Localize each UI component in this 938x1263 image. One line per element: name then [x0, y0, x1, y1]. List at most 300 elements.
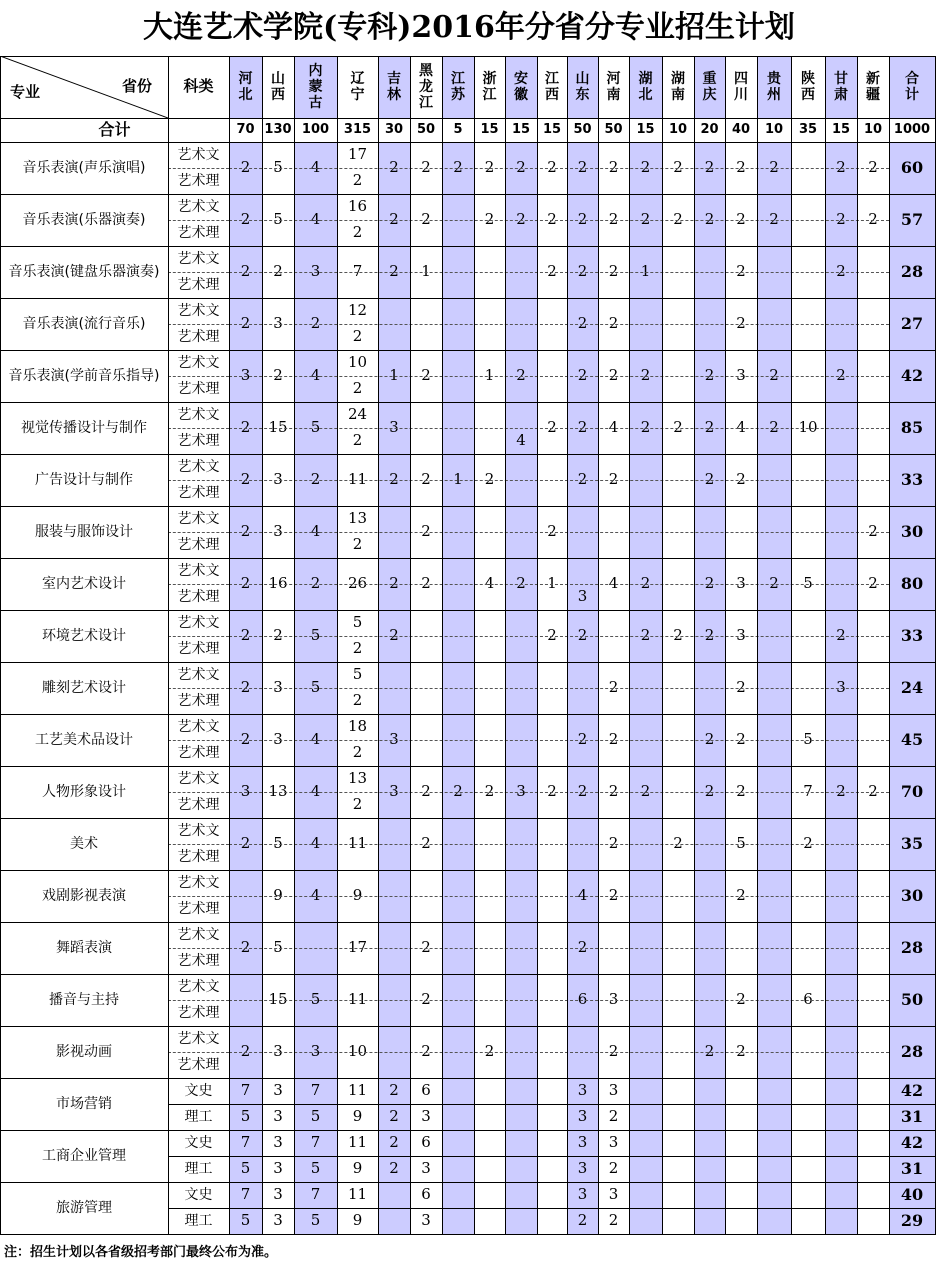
- plan-value: 4: [608, 574, 619, 593]
- plan-value: 2: [389, 626, 399, 645]
- plan-value: 2: [577, 314, 588, 333]
- plan-value: 3: [273, 1042, 283, 1061]
- grid-line: [168, 792, 229, 793]
- plan-value: 3: [608, 1185, 619, 1204]
- grid-line: [229, 324, 889, 325]
- plan-value: 2: [836, 782, 846, 801]
- row-total: 28: [900, 937, 924, 957]
- category-label: 艺术理: [177, 900, 220, 917]
- summary-value: 10: [857, 118, 889, 142]
- plan-value: 5: [273, 210, 283, 229]
- plan-value: 2: [389, 210, 399, 229]
- plan-value: 5: [273, 158, 283, 177]
- grid-line: [567, 56, 568, 1234]
- plan-value: 5: [240, 1159, 251, 1178]
- grid-line: [168, 1156, 229, 1157]
- province-header: 陕 西: [801, 71, 815, 103]
- category-label: 艺术文: [177, 978, 220, 995]
- major-name: 工艺美术品设计: [35, 731, 133, 748]
- plan-value: 2: [640, 782, 651, 801]
- plan-value: 16: [268, 574, 288, 593]
- row-total: 42: [900, 1080, 924, 1100]
- plan-value: 2: [608, 1159, 619, 1178]
- plan-value: [474, 1104, 505, 1130]
- corner-label-province: 省份: [122, 77, 153, 95]
- plan-value: 3: [577, 1133, 588, 1152]
- plan-value: 5: [803, 730, 813, 749]
- summary-value: 15: [825, 118, 857, 142]
- row-total: 50: [900, 989, 924, 1009]
- plan-value: 2: [736, 210, 746, 229]
- category-label: 艺术文: [177, 562, 220, 579]
- plan-value: 4: [310, 834, 321, 853]
- major-name: 美术: [70, 835, 98, 852]
- grid-line: [168, 1104, 229, 1105]
- category-label: 艺术文: [177, 510, 220, 527]
- grid-line: [0, 142, 936, 143]
- plan-value: 2: [704, 418, 715, 437]
- plan-value: 2: [640, 210, 651, 229]
- plan-value: [505, 1208, 537, 1234]
- plan-value: 2: [421, 938, 431, 957]
- plan-value: 2: [736, 730, 746, 749]
- grid-line: [0, 506, 936, 507]
- plan-value: [662, 1104, 694, 1130]
- plan-value: 3: [577, 587, 588, 606]
- plan-value: 2: [352, 795, 363, 814]
- summary-value: 35: [791, 118, 825, 142]
- category-label: 艺术文: [177, 614, 220, 631]
- plan-value: 2: [240, 158, 251, 177]
- plan-value: 2: [389, 1081, 399, 1100]
- plan-value: [791, 1104, 825, 1130]
- plan-value: 2: [389, 158, 399, 177]
- plan-value: 2: [836, 210, 846, 229]
- plan-value: 2: [547, 210, 557, 229]
- grid-line: [0, 194, 936, 195]
- plan-value: 5: [352, 665, 363, 684]
- summary-value: 315: [337, 118, 378, 142]
- plan-value: 2: [310, 574, 321, 593]
- province-header: 内 蒙 古: [294, 56, 337, 118]
- plan-value: 2: [310, 314, 321, 333]
- grid-line: [537, 56, 538, 1234]
- plan-value: 2: [547, 158, 557, 177]
- category-label: 理工: [184, 1108, 213, 1125]
- province-header: 贵 州: [757, 56, 791, 118]
- grid-line: [229, 1052, 889, 1053]
- plan-value: 7: [240, 1185, 251, 1204]
- plan-value: [825, 1078, 857, 1104]
- category-label: 艺术理: [177, 172, 220, 189]
- plan-value: 2: [421, 210, 431, 229]
- plan-value: 2: [484, 158, 495, 177]
- grid-line: [168, 428, 229, 429]
- plan-value: 4: [608, 418, 619, 437]
- plan-value: 2: [640, 574, 651, 593]
- grid-line: [598, 56, 599, 1234]
- plan-value: 3: [577, 1185, 588, 1204]
- plan-value: 2: [736, 886, 746, 905]
- plan-value: [694, 1182, 725, 1208]
- plan-value: 2: [389, 470, 399, 489]
- plan-value: 3: [310, 262, 321, 281]
- major-name: 雕刻艺术设计: [42, 679, 126, 696]
- grid-line: [0, 56, 1, 1235]
- category-label: 艺术理: [177, 1004, 220, 1021]
- plan-value: 2: [640, 366, 651, 385]
- plan-value: 10: [347, 1042, 368, 1061]
- category-label: 艺术文: [177, 302, 220, 319]
- plan-value: 2: [421, 158, 431, 177]
- plan-value: 3: [273, 314, 283, 333]
- plan-value: 3: [736, 574, 746, 593]
- province-header: 山 西: [271, 71, 285, 103]
- plan-value: [857, 1182, 889, 1208]
- plan-value: 2: [352, 379, 363, 398]
- category-label: 理工: [184, 1212, 213, 1229]
- plan-value: 2: [240, 678, 251, 697]
- plan-value: 3: [273, 1107, 283, 1126]
- plan-value: 2: [868, 782, 878, 801]
- page-title: 大连艺术学院(专科)2016年分省分专业招生计划: [143, 10, 795, 45]
- summary-value: 40: [725, 118, 757, 142]
- province-header: 安 徽: [505, 56, 537, 118]
- grid-line: [0, 246, 936, 247]
- plan-value: 2: [608, 730, 619, 749]
- plan-value: 2: [868, 158, 878, 177]
- grid-line: [0, 610, 936, 611]
- category-label: 艺术文: [177, 926, 220, 943]
- plan-value: [757, 1156, 791, 1182]
- plan-value: 3: [310, 1042, 321, 1061]
- grid-line: [935, 56, 936, 1235]
- category-label: 艺术文: [177, 874, 220, 891]
- plan-value: 2: [836, 626, 846, 645]
- plan-value: 1: [389, 366, 399, 385]
- plan-value: 3: [273, 730, 283, 749]
- grid-line: [725, 56, 726, 1234]
- plan-value: 2: [769, 418, 779, 437]
- plan-value: 3: [389, 418, 399, 437]
- row-total: 29: [900, 1210, 924, 1230]
- plan-value: 3: [577, 1159, 588, 1178]
- grid-line: [0, 1234, 936, 1235]
- plan-value: 3: [240, 782, 251, 801]
- plan-value: 2: [240, 418, 251, 437]
- grid-line: [229, 168, 889, 169]
- plan-value: [694, 1130, 725, 1156]
- plan-value: [825, 1104, 857, 1130]
- plan-value: 3: [836, 678, 846, 697]
- plan-value: 2: [240, 730, 251, 749]
- plan-value: 5: [352, 613, 363, 632]
- summary-value: 15: [629, 118, 662, 142]
- plan-value: 3: [273, 1185, 283, 1204]
- grid-line: [168, 844, 229, 845]
- plan-value: 2: [608, 262, 619, 281]
- grid-line: [694, 56, 695, 1234]
- plan-value: [857, 1078, 889, 1104]
- plan-value: 2: [769, 210, 779, 229]
- plan-value: [442, 1182, 474, 1208]
- plan-value: 2: [547, 522, 557, 541]
- plan-value: 4: [577, 886, 588, 905]
- plan-value: 2: [352, 639, 363, 658]
- summary-value: 50: [410, 118, 442, 142]
- grid-line: [229, 948, 889, 949]
- category-label: 艺术理: [177, 744, 220, 761]
- grid-line: [229, 792, 889, 793]
- plan-value: 2: [421, 574, 431, 593]
- plan-value: 13: [268, 782, 288, 801]
- plan-value: 2: [240, 470, 251, 489]
- plan-value: 6: [421, 1133, 431, 1152]
- summary-value: 50: [567, 118, 598, 142]
- grid-line: [229, 56, 230, 1234]
- plan-value: 10: [347, 353, 368, 372]
- summary-value: 5: [442, 118, 474, 142]
- plan-value: 4: [310, 158, 321, 177]
- column-shade: [442, 118, 474, 1234]
- grid-line: [168, 1208, 229, 1209]
- grid-line: [168, 584, 229, 585]
- summary-value: 1000: [889, 118, 935, 142]
- category-label: 艺术理: [177, 1056, 220, 1073]
- plan-value: 3: [608, 1081, 619, 1100]
- plan-value: 2: [868, 522, 878, 541]
- grid-line: [229, 428, 889, 429]
- plan-value: [757, 1208, 791, 1234]
- plan-value: [629, 1208, 662, 1234]
- grid-line: [0, 298, 936, 299]
- major-name: 工商企业管理: [42, 1147, 126, 1164]
- plan-value: [474, 1156, 505, 1182]
- grid-line: [229, 1104, 935, 1105]
- plan-value: [505, 1182, 537, 1208]
- plan-value: 2: [273, 262, 283, 281]
- row-total: 80: [900, 573, 924, 593]
- grid-line: [0, 870, 936, 871]
- summary-value: 30: [378, 118, 410, 142]
- plan-value: 2: [421, 470, 431, 489]
- grid-line: [0, 454, 936, 455]
- plan-value: 5: [310, 626, 321, 645]
- grid-line: [168, 740, 229, 741]
- plan-value: [662, 1156, 694, 1182]
- province-header: 四 川: [734, 71, 748, 103]
- plan-value: 3: [389, 730, 399, 749]
- major-name: 音乐表演(流行音乐): [22, 315, 146, 332]
- plan-value: 16: [347, 197, 368, 216]
- category-label: 艺术文: [177, 406, 220, 423]
- major-name: 音乐表演(乐器演奏): [22, 211, 146, 228]
- grid-line: [0, 1182, 936, 1183]
- grid-line: [168, 636, 229, 637]
- plan-value: 4: [516, 431, 526, 450]
- province-header: 江 苏: [442, 56, 474, 118]
- plan-value: 2: [352, 327, 363, 346]
- grid-line: [0, 1130, 936, 1131]
- plan-value: 11: [347, 1133, 368, 1152]
- plan-value: 2: [868, 210, 878, 229]
- plan-value: 2: [640, 158, 651, 177]
- plan-value: [757, 1130, 791, 1156]
- category-label: 艺术理: [177, 796, 220, 813]
- grid-line: [229, 220, 889, 221]
- grid-line: [229, 480, 889, 481]
- plan-value: 5: [240, 1211, 251, 1230]
- plan-value: 3: [608, 1133, 619, 1152]
- plan-value: [791, 1078, 825, 1104]
- grid-line: [229, 896, 889, 897]
- plan-value: 2: [577, 626, 588, 645]
- province-header: 湖 南: [671, 71, 685, 103]
- row-total: 31: [900, 1106, 924, 1126]
- plan-value: 13: [347, 509, 368, 528]
- plan-value: 2: [673, 834, 683, 853]
- plan-value: 7: [310, 1133, 321, 1152]
- plan-value: [825, 1156, 857, 1182]
- summary-value: 15: [505, 118, 537, 142]
- plan-value: 6: [577, 990, 588, 1009]
- category-label: 理工: [184, 1160, 213, 1177]
- plan-value: 4: [736, 418, 746, 437]
- major-name: 广告设计与制作: [35, 471, 133, 488]
- plan-value: 2: [516, 574, 526, 593]
- plan-value: 9: [352, 1211, 363, 1230]
- plan-value: [825, 1182, 857, 1208]
- plan-value: 3: [273, 1133, 283, 1152]
- plan-value: [694, 1104, 725, 1130]
- plan-value: 2: [352, 171, 363, 190]
- grid-line: [168, 948, 229, 949]
- plan-value: 2: [736, 990, 746, 1009]
- plan-value: 4: [310, 730, 321, 749]
- plan-value: [474, 1078, 505, 1104]
- plan-value: 11: [347, 834, 368, 853]
- summary-label: 合计: [98, 119, 131, 139]
- row-total: 30: [900, 885, 924, 905]
- plan-value: 4: [310, 210, 321, 229]
- plan-value: 2: [421, 834, 431, 853]
- plan-value: 2: [608, 782, 619, 801]
- plan-value: 2: [577, 938, 588, 957]
- plan-value: 4: [484, 574, 495, 593]
- major-name: 市场营销: [56, 1095, 112, 1112]
- category-label: 艺术理: [177, 380, 220, 397]
- plan-value: 2: [769, 158, 779, 177]
- row-total: 60: [900, 157, 924, 177]
- plan-value: 2: [577, 1211, 588, 1230]
- grid-line: [0, 1078, 936, 1079]
- row-total: 28: [900, 1041, 924, 1061]
- plan-value: 2: [673, 210, 683, 229]
- plan-value: 2: [352, 691, 363, 710]
- plan-value: 7: [240, 1133, 251, 1152]
- plan-value: [857, 1156, 889, 1182]
- plan-value: 2: [453, 158, 463, 177]
- plan-value: 11: [347, 1185, 368, 1204]
- category-label: 文史: [184, 1186, 213, 1203]
- plan-value: 2: [673, 158, 683, 177]
- major-name: 旅游管理: [56, 1199, 112, 1216]
- plan-value: 2: [484, 1042, 495, 1061]
- category-label: 艺术文: [177, 146, 220, 163]
- category-header: 科类: [183, 77, 214, 96]
- major-name: 服装与服饰设计: [35, 523, 133, 540]
- plan-value: 6: [421, 1081, 431, 1100]
- grid-line: [229, 584, 889, 585]
- grid-line: [229, 636, 889, 637]
- plan-value: [725, 1104, 757, 1130]
- plan-value: 2: [704, 1042, 715, 1061]
- plan-value: [694, 1078, 725, 1104]
- plan-value: 2: [704, 210, 715, 229]
- plan-value: 2: [704, 574, 715, 593]
- province-header: 黑 龙 江: [419, 63, 433, 111]
- plan-value: 3: [273, 1081, 283, 1100]
- plan-value: 2: [736, 782, 746, 801]
- plan-value: 26: [347, 574, 368, 593]
- plan-value: [537, 1078, 567, 1104]
- major-name: 音乐表演(键盘乐器演奏): [8, 263, 160, 280]
- plan-value: 15: [268, 990, 288, 1009]
- grid-line: [791, 56, 792, 1234]
- plan-value: 2: [803, 834, 813, 853]
- plan-value: 2: [577, 210, 588, 229]
- row-total: 24: [900, 677, 924, 697]
- row-total: 45: [900, 729, 924, 749]
- province-header: 湖 北: [629, 56, 662, 118]
- province-header: 辽 宁: [350, 71, 365, 103]
- plan-value: 7: [310, 1185, 321, 1204]
- plan-value: 2: [704, 730, 715, 749]
- row-total: 42: [900, 365, 924, 385]
- plan-value: [378, 1182, 410, 1208]
- province-header: 浙 江: [482, 71, 497, 103]
- column-shade: [505, 118, 537, 1234]
- grid-line: [0, 922, 936, 923]
- plan-value: 2: [577, 730, 588, 749]
- grid-line: [0, 558, 936, 559]
- plan-value: 2: [352, 223, 363, 242]
- plan-value: 3: [273, 1211, 283, 1230]
- plan-value: [725, 1208, 757, 1234]
- plan-value: 5: [273, 834, 283, 853]
- plan-value: 3: [608, 990, 619, 1009]
- grid-line: [0, 766, 936, 767]
- plan-value: 3: [736, 366, 746, 385]
- category-label: 艺术理: [177, 432, 220, 449]
- plan-value: [537, 1182, 567, 1208]
- province-header: 吉 林: [378, 56, 410, 118]
- row-total: 33: [900, 469, 924, 489]
- plan-value: 2: [736, 678, 746, 697]
- row-total: 27: [900, 313, 924, 333]
- category-label: 艺术理: [177, 536, 220, 553]
- summary-value: 10: [757, 118, 791, 142]
- plan-value: 5: [310, 418, 321, 437]
- plan-value: [725, 1130, 757, 1156]
- plan-value: 2: [704, 626, 715, 645]
- plan-value: [474, 1182, 505, 1208]
- plan-value: 2: [352, 535, 363, 554]
- plan-value: 4: [310, 782, 321, 801]
- plan-value: 12: [347, 301, 368, 320]
- category-label: 艺术文: [177, 250, 220, 267]
- plan-value: 7: [803, 782, 813, 801]
